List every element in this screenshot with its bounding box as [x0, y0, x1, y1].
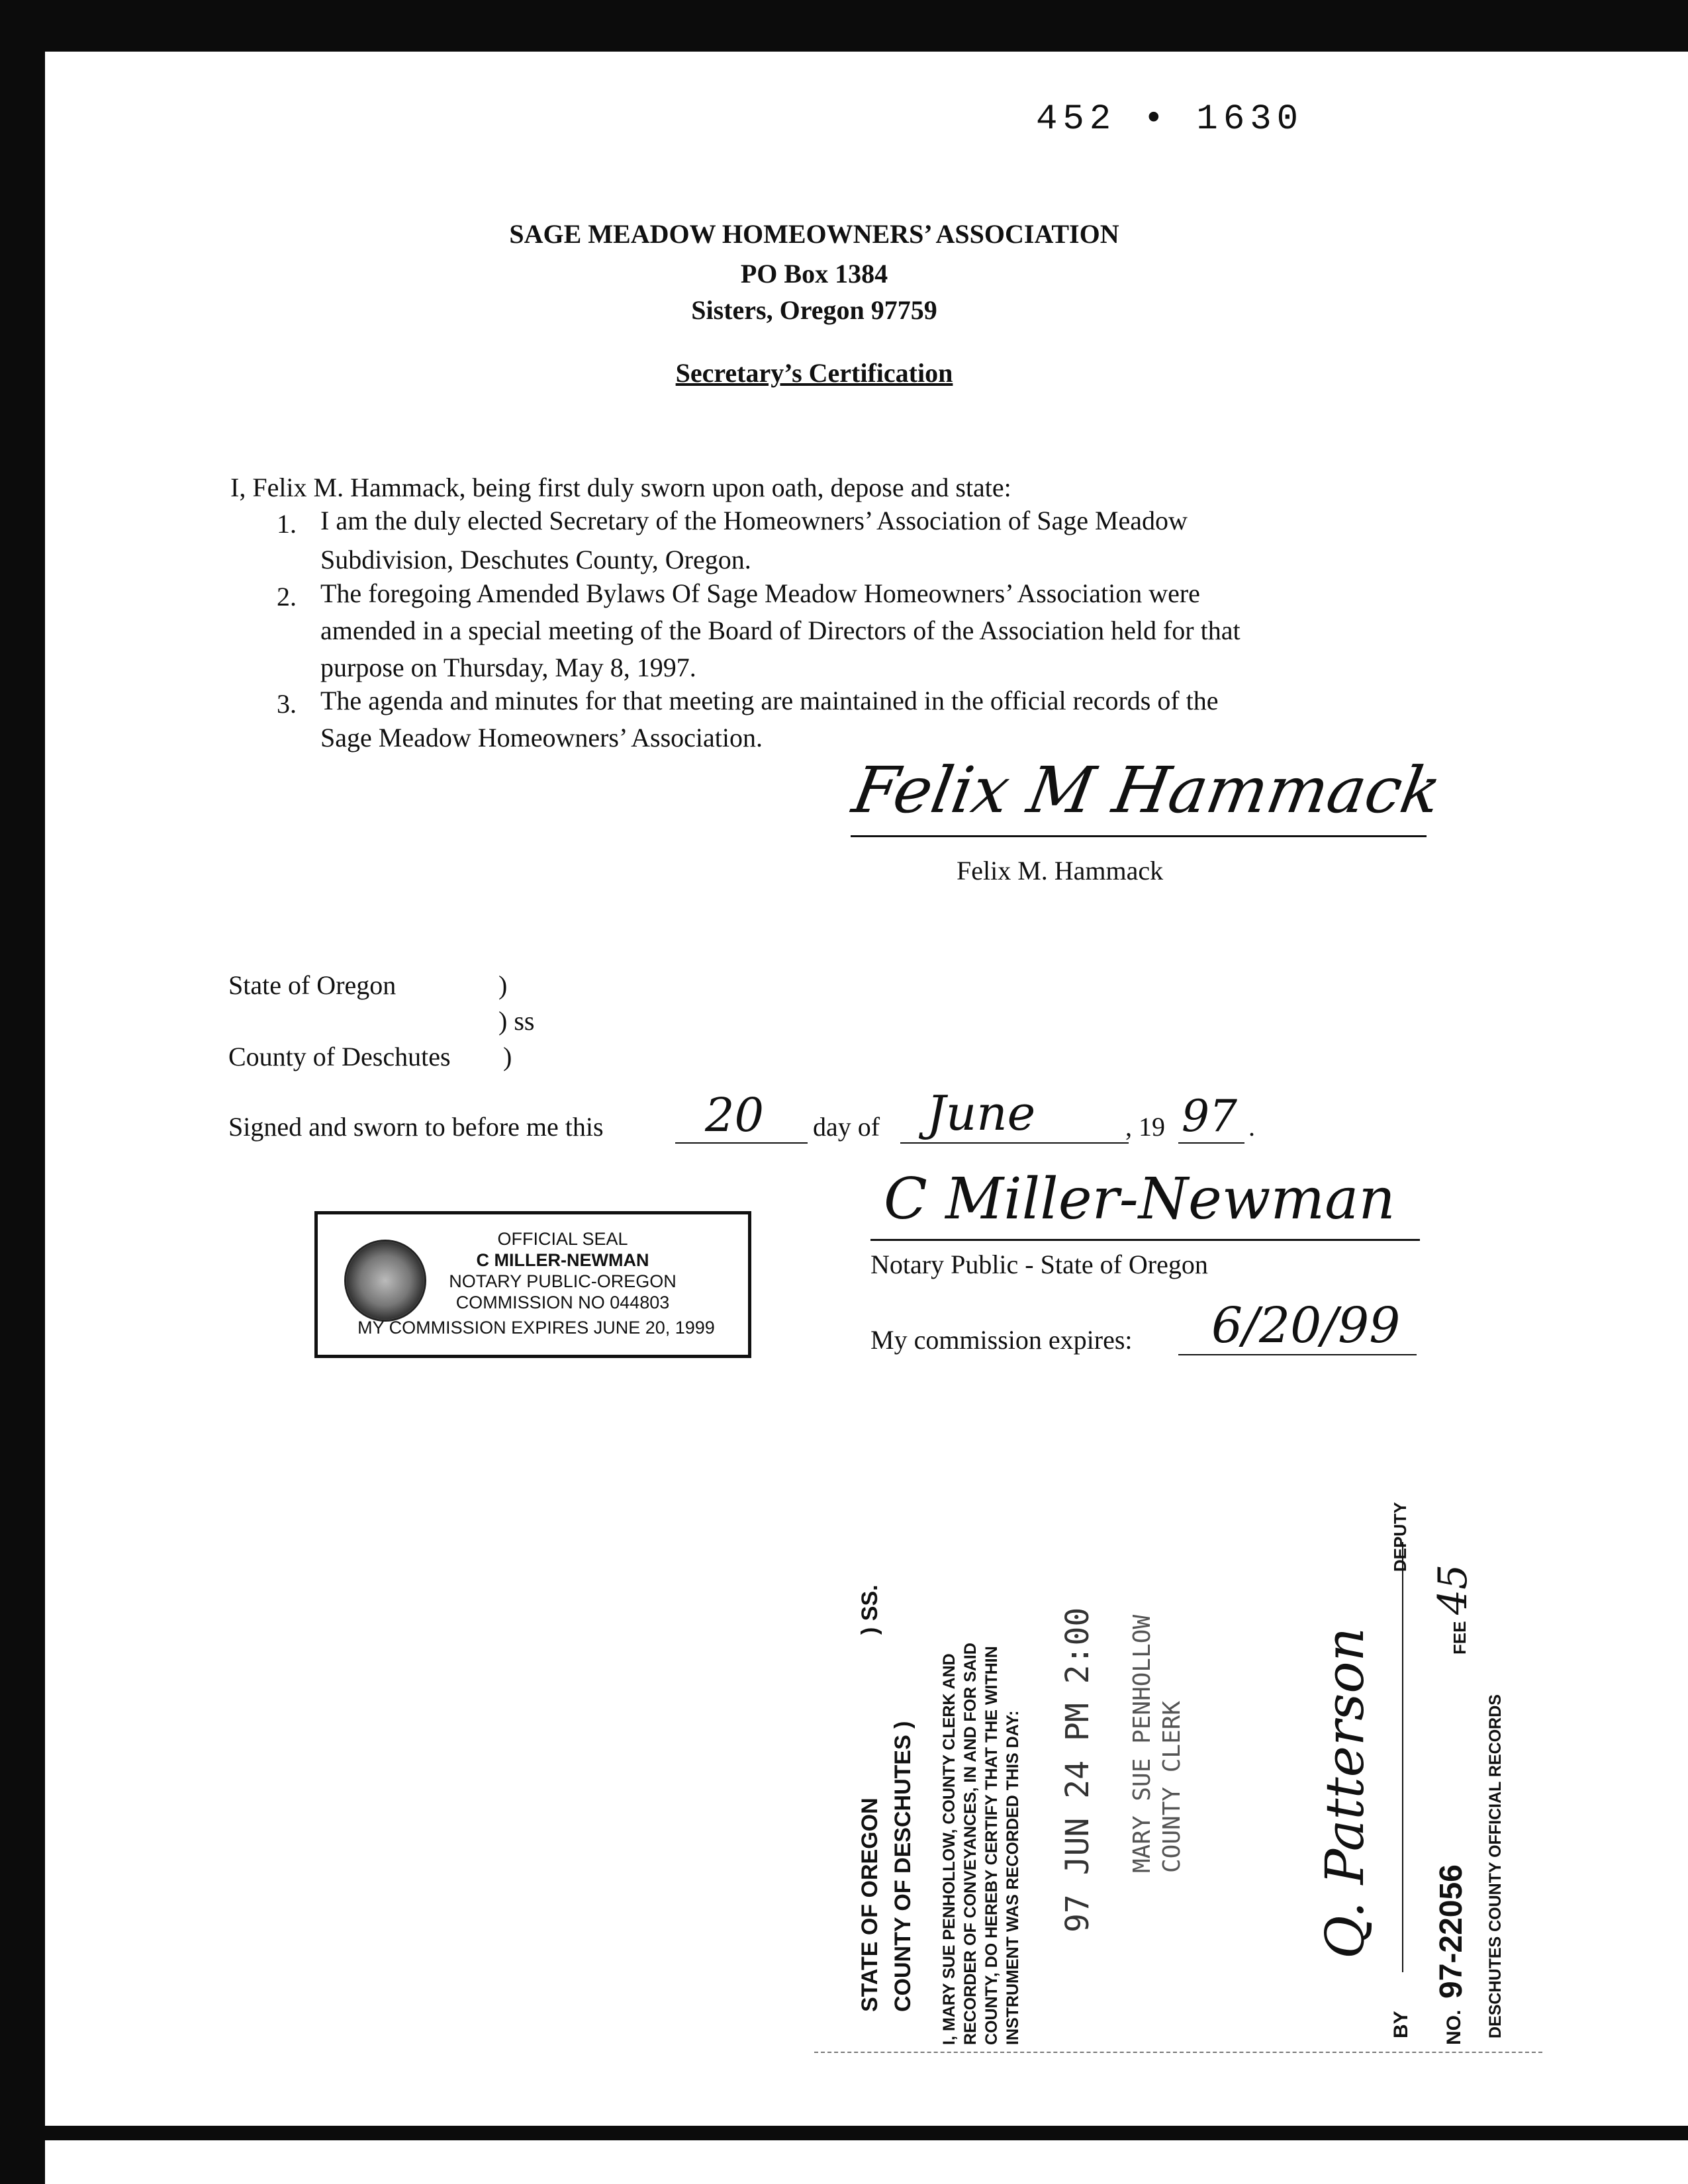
sworn-month: June: [927, 1085, 1036, 1141]
item-line: amended in a special meeting of the Board of Directors of the Association held for that: [320, 615, 1241, 645]
item-line: Subdivision, Deschutes County, Oregon.: [320, 545, 751, 574]
certification-line: COUNTY, DO HEREBY CERTIFY THAT THE WITHIN: [982, 1646, 1001, 2045]
sworn-period: .: [1248, 1112, 1255, 1142]
certification-line: RECORDER OF CONVEYANCES, IN AND FOR SAID: [961, 1643, 980, 2045]
seal-line: C MILLER-NEWMAN: [476, 1250, 649, 1270]
scan-border-bottom: [40, 2126, 1688, 2140]
stamp-bottom-rule: [814, 2052, 1542, 2053]
seal-line: COMMISSION NO 044803: [455, 1293, 670, 1312]
item-line: The agenda and minutes for that meeting are maintained in the official records of the: [320, 686, 1219, 715]
notary-signature: C Miller-Newman: [884, 1166, 1395, 1232]
venue-county: County of Deschutes: [228, 1042, 451, 1071]
venue-state: State of Oregon: [228, 970, 397, 1000]
seal-line: OFFICIAL SEAL: [497, 1229, 628, 1249]
recording-ss: ) SS.: [857, 1584, 882, 1635]
document-number: 452 • 1630: [1036, 99, 1304, 140]
venue-paren: ): [503, 1042, 512, 1071]
title-text: Secretary’s Certification: [675, 358, 953, 388]
year-blank: [1178, 1142, 1244, 1144]
item-number: 3.: [277, 689, 297, 719]
commission-date: 6/20/99: [1211, 1297, 1401, 1354]
certification-line: INSTRUMENT WAS RECORDED THIS DAY:: [1004, 1710, 1022, 2045]
certification-line: I, MARY SUE PENHOLLOW, COUNTY CLERK AND: [940, 1653, 959, 2045]
sworn-day: 20: [705, 1088, 765, 1142]
scan-border-top: [0, 0, 1688, 52]
item-line: Sage Meadow Homeowners’ Association.: [320, 723, 763, 752]
notary-seal: [314, 1211, 751, 1358]
notary-title: Notary Public - State of Oregon: [870, 1250, 1208, 1279]
sworn-prefix: Signed and sworn to before me this: [228, 1112, 604, 1142]
day-blank: [675, 1142, 808, 1144]
year-prefix: , 19: [1125, 1112, 1165, 1142]
item-number: 2.: [277, 582, 297, 612]
scan-border-left: [0, 0, 45, 2184]
association-name: SAGE MEADOW HOMEOWNERS’ ASSOCIATION: [509, 219, 1119, 249]
fee-label: FEE: [1450, 1621, 1470, 1655]
signature-line: [851, 835, 1427, 837]
recording-county: COUNTY OF DESCHUTES ): [890, 1721, 915, 2012]
po-box: PO Box 1384: [740, 259, 888, 289]
notary-signature-line: [870, 1239, 1420, 1241]
commission-label: My commission expires:: [870, 1325, 1133, 1355]
by-label: BY: [1390, 2011, 1412, 2038]
record-number: 97-22056: [1434, 1864, 1469, 1999]
intro-statement: I, Felix M. Hammack, being first duly sworn upon oath, depose and state:: [230, 473, 1011, 502]
official-records-footer: DESCHUTES COUNTY OFFICIAL RECORDS: [1486, 1694, 1505, 2038]
item-number: 1.: [277, 509, 297, 539]
no-label: NO.: [1443, 2009, 1465, 2045]
item-line: I am the duly elected Secretary of the Homeowners’ Association of Sage Meadow: [320, 506, 1188, 535]
sworn-year: 97: [1182, 1091, 1237, 1142]
seal-line: NOTARY PUBLIC-OREGON: [449, 1271, 677, 1291]
document-title: [463, 357, 1165, 388]
clerk-title: COUNTY CLERK: [1158, 1700, 1186, 1873]
item-line: purpose on Thursday, May 8, 1997.: [320, 653, 696, 682]
commission-blank: [1178, 1354, 1417, 1355]
clerk-name: MARY SUE PENHOLLOW: [1129, 1614, 1156, 1873]
deputy-label: DEPUTY: [1390, 1502, 1410, 1572]
fee-amount: 45: [1430, 1564, 1476, 1615]
deputy-signature: Q. Patterson: [1314, 1627, 1376, 1959]
day-of-label: day of: [813, 1112, 880, 1142]
recording-timestamp: 97 JUN 24 PM 2:00: [1059, 1607, 1096, 1933]
printed-name: Felix M. Hammack: [957, 856, 1164, 886]
venue-ss: ) ss: [498, 1006, 535, 1036]
venue-paren: ): [498, 970, 508, 1000]
seal-line: MY COMMISSION EXPIRES JUNE 20, 1999: [357, 1318, 715, 1338]
deputy-signature-line: [1402, 1542, 1403, 1972]
secretary-signature: Felix M Hammack: [847, 753, 1447, 827]
recording-state: STATE OF OREGON: [857, 1797, 882, 2012]
city-state-zip: Sisters, Oregon 97759: [691, 295, 937, 325]
month-blank: [900, 1142, 1129, 1144]
item-line: The foregoing Amended Bylaws Of Sage Meadow Homeowners’ Association were: [320, 578, 1200, 608]
